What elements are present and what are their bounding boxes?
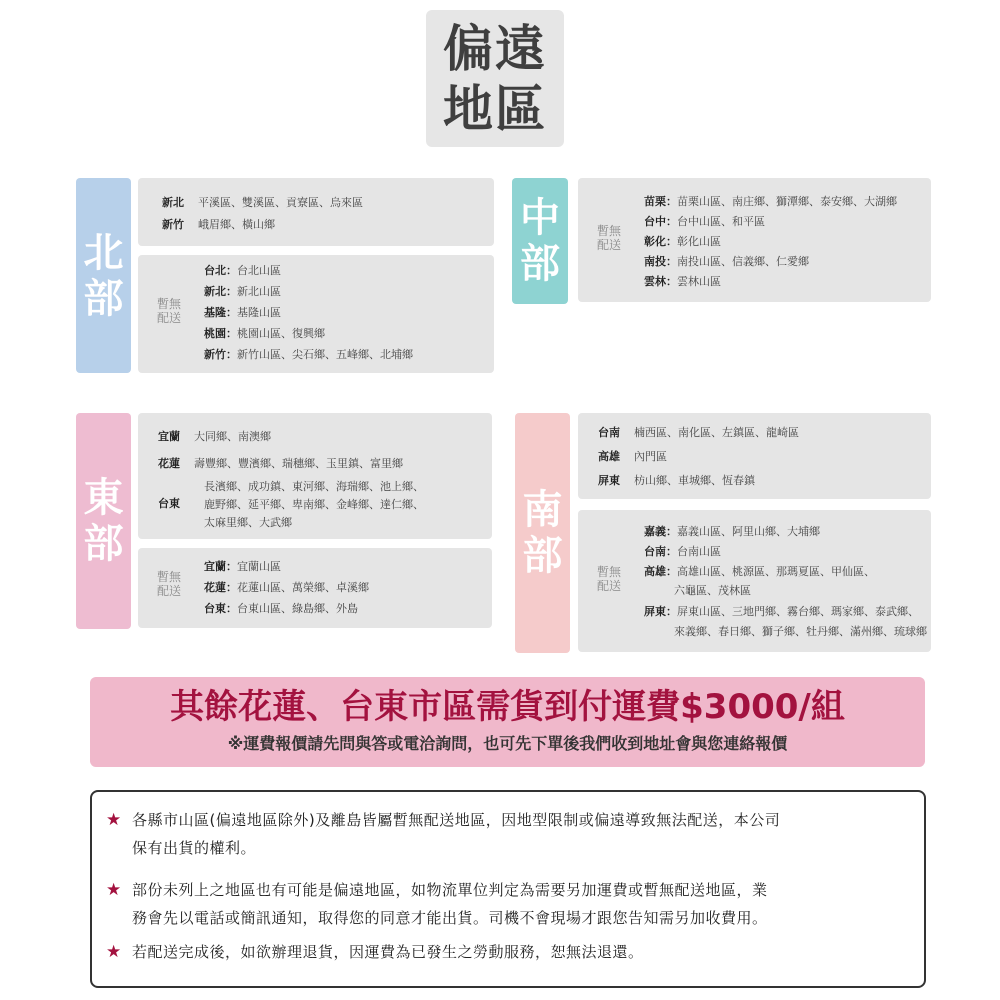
page-title <box>426 10 564 147</box>
list-item <box>204 326 325 342</box>
county-label: 台東 <box>158 497 180 510</box>
region-char: 北 <box>83 229 124 276</box>
area-list: 台北山區 <box>237 264 281 277</box>
separator: ： <box>226 581 237 594</box>
list-item <box>644 194 897 210</box>
county-label: 花蓮 <box>158 457 180 470</box>
list-item <box>158 456 403 472</box>
no-delivery-line: 配送 <box>596 579 621 593</box>
area-list: 六龜區、茂林區 <box>674 584 751 597</box>
county-label: 嘉義 <box>644 525 666 538</box>
list-item <box>598 425 799 441</box>
area-list: 新北山區 <box>237 285 281 298</box>
no-delivery-line: 暫無 <box>156 570 181 584</box>
county-label: 高雄 <box>598 450 620 463</box>
separator: ： <box>226 560 237 573</box>
region-label-east <box>76 413 131 629</box>
area-list: 台東山區、綠島鄉、外島 <box>237 602 358 615</box>
region-char: 部 <box>520 241 560 287</box>
list-item <box>644 524 820 540</box>
separator: ： <box>226 264 237 277</box>
county-label: 新北 <box>162 196 184 209</box>
separator: ： <box>666 235 677 248</box>
no-delivery-label <box>592 565 626 593</box>
no-delivery-line: 配送 <box>156 584 181 598</box>
notice-subtext: ※運費報價請先問與答或電洽詢問，也可先下單後我們收到地址會與您連絡報價 <box>227 734 788 753</box>
note-line: 務會先以電話或簡訊通知，取得您的同意才能出貨。司機不會現場才跟您告知需另加收費用。 <box>132 909 768 927</box>
area-list: 台南山區 <box>677 545 721 558</box>
region-char: 東 <box>83 475 124 521</box>
star-icon: ★ <box>106 942 122 962</box>
area-list: 高雄山區、桃源區、那瑪夏區、甲仙區、 <box>677 565 875 578</box>
area-list: 嘉義山區、阿里山鄉、大埔鄉 <box>677 525 820 538</box>
list-item <box>204 559 281 575</box>
north-remote-panel <box>138 178 494 246</box>
no-delivery-label <box>152 570 186 598</box>
county-label: 新北 <box>204 285 226 298</box>
list-item <box>674 583 751 599</box>
area-list: 花蓮山區、萬榮鄉、卓溪鄉 <box>237 581 369 594</box>
shipping-fee-notice <box>90 677 925 767</box>
list-item <box>644 274 721 290</box>
area-list: 來義鄉、春日鄉、獅子鄉、牡丹鄉、滿州鄉、琉球鄉 <box>674 625 927 638</box>
list-item <box>644 254 809 270</box>
area-list: 屏東山區、三地門鄉、霧台鄉、瑪家鄉、泰武鄉、 <box>677 605 919 618</box>
list-item <box>204 497 424 513</box>
area-list: 長濱鄉、成功鎮、東河鄉、海瑞鄉、池上鄉、 <box>204 480 424 493</box>
county-label: 宜蘭 <box>204 560 226 573</box>
area-list: 苗栗山區、南庄鄉、獅潭鄉、泰安鄉、大湖鄉 <box>677 195 897 208</box>
county-label: 台南 <box>644 545 666 558</box>
separator: ： <box>666 275 677 288</box>
list-item <box>204 601 358 617</box>
county-label: 台北 <box>204 264 226 277</box>
area-list: 桃園山區、復興鄉 <box>237 327 325 340</box>
separator: ： <box>226 285 237 298</box>
area-list: 南投山區、信義鄉、仁愛鄉 <box>677 255 809 268</box>
central-no-delivery-panel <box>578 178 931 302</box>
area-list: 枋山鄉、車城鄉、恆春鎮 <box>634 474 755 487</box>
note-line: 保有出貨的權利。 <box>132 839 257 857</box>
county-label: 花蓮 <box>204 581 226 594</box>
region-char: 部 <box>522 533 563 579</box>
county-label-row <box>158 496 180 512</box>
list-item <box>644 544 721 560</box>
list-item <box>598 473 755 489</box>
no-delivery-line: 暫無 <box>156 297 181 311</box>
region-label-central <box>512 178 568 304</box>
star-icon: ★ <box>106 880 122 900</box>
separator: ： <box>666 565 677 578</box>
separator: ： <box>226 306 237 319</box>
no-delivery-label <box>592 224 626 252</box>
terms-notes-box <box>90 790 926 988</box>
no-delivery-line: 配送 <box>596 238 621 252</box>
county-label: 基隆 <box>204 306 226 319</box>
county-label: 屏東 <box>644 605 666 618</box>
list-item <box>162 217 275 233</box>
county-label: 雲林 <box>644 275 666 288</box>
region-label-north <box>76 178 131 373</box>
area-list: 鹿野鄉、延平鄉、卑南鄉、金峰鄉、達仁鄉、 <box>204 498 424 511</box>
separator: ： <box>226 327 237 340</box>
list-item <box>158 429 271 445</box>
list-item <box>204 263 281 279</box>
list-item <box>204 284 281 300</box>
note-line: 各縣市山區(偏遠地區除外)及離島皆屬暫無配送地區，因地型限制或偏遠導致無法配送，本公司 <box>132 811 781 829</box>
list-item <box>204 580 369 596</box>
east-no-delivery-panel <box>138 548 492 628</box>
south-remote-panel <box>578 413 931 499</box>
notice-headline: 其餘花蓮、台東市區需貨到付運費$3000/組 <box>170 687 845 727</box>
note-item <box>106 938 902 966</box>
region-char: 中 <box>520 195 560 241</box>
title-line-2: 地區 <box>443 79 547 138</box>
area-list: 平溪區、雙溪區、貢寮區、烏來區 <box>198 196 363 209</box>
list-item <box>204 305 281 321</box>
separator: ： <box>666 215 677 228</box>
county-label: 台南 <box>598 426 620 439</box>
note-line: 若配送完成後，如欲辦理退貨，因運費為已發生之勞動服務，恕無法退還。 <box>132 943 644 961</box>
note-item <box>106 876 902 932</box>
list-item <box>644 604 919 620</box>
area-list: 雲林山區 <box>677 275 721 288</box>
region-label-south <box>515 413 570 653</box>
north-no-delivery-panel <box>138 255 494 373</box>
separator: ： <box>666 545 677 558</box>
county-label: 高雄 <box>644 565 666 578</box>
no-delivery-line: 暫無 <box>596 224 621 238</box>
separator: ： <box>666 525 677 538</box>
county-label: 彰化 <box>644 235 666 248</box>
area-list: 大同鄉、南澳鄉 <box>194 430 271 443</box>
county-label: 屏東 <box>598 474 620 487</box>
list-item <box>598 449 667 465</box>
south-no-delivery-panel <box>578 510 931 652</box>
list-item <box>644 234 721 250</box>
region-char: 部 <box>83 275 124 322</box>
star-icon: ★ <box>106 810 122 830</box>
note-line: 部份未列上之地區也有可能是偏遠地區，如物流單位判定為需要另加運費或暫無配送地區，業 <box>132 881 768 899</box>
separator: ： <box>226 602 237 615</box>
list-item <box>674 624 927 640</box>
list-item <box>162 195 363 211</box>
county-label: 南投 <box>644 255 666 268</box>
area-list: 台中山區、和平區 <box>677 215 765 228</box>
note-item <box>106 806 902 862</box>
separator: ： <box>666 195 677 208</box>
area-list: 新竹山區、尖石鄉、五峰鄉、北埔鄉 <box>237 348 413 361</box>
county-label: 新竹 <box>204 348 226 361</box>
area-list: 內門區 <box>634 450 667 463</box>
area-list: 太麻里鄉、大武鄉 <box>204 516 292 529</box>
county-label: 台東 <box>204 602 226 615</box>
list-item <box>204 479 424 495</box>
area-list: 壽豐鄉、豐濱鄉、瑞穗鄉、玉里鎮、富里鄉 <box>194 457 403 470</box>
county-label: 苗栗 <box>644 195 666 208</box>
county-label: 新竹 <box>162 218 184 231</box>
title-line-1: 偏遠 <box>443 19 547 78</box>
county-label: 宜蘭 <box>158 430 180 443</box>
list-item <box>644 214 765 230</box>
separator: ： <box>666 255 677 268</box>
no-delivery-line: 暫無 <box>596 565 621 579</box>
list-item <box>204 347 413 363</box>
separator: ： <box>226 348 237 361</box>
separator: ： <box>666 605 677 618</box>
list-item <box>204 515 292 531</box>
area-list: 彰化山區 <box>677 235 721 248</box>
no-delivery-line: 配送 <box>156 311 181 325</box>
region-char: 部 <box>83 521 124 567</box>
county-label: 台中 <box>644 215 666 228</box>
no-delivery-label <box>152 297 186 325</box>
area-list: 峨眉鄉、橫山鄉 <box>198 218 275 231</box>
list-item <box>644 564 875 580</box>
east-remote-panel <box>138 413 492 539</box>
area-list: 楠西區、南化區、左鎮區、龍崎區 <box>634 426 799 439</box>
area-list: 基隆山區 <box>237 306 281 319</box>
county-label: 桃園 <box>204 327 226 340</box>
area-list: 宜蘭山區 <box>237 560 281 573</box>
region-char: 南 <box>522 487 563 533</box>
